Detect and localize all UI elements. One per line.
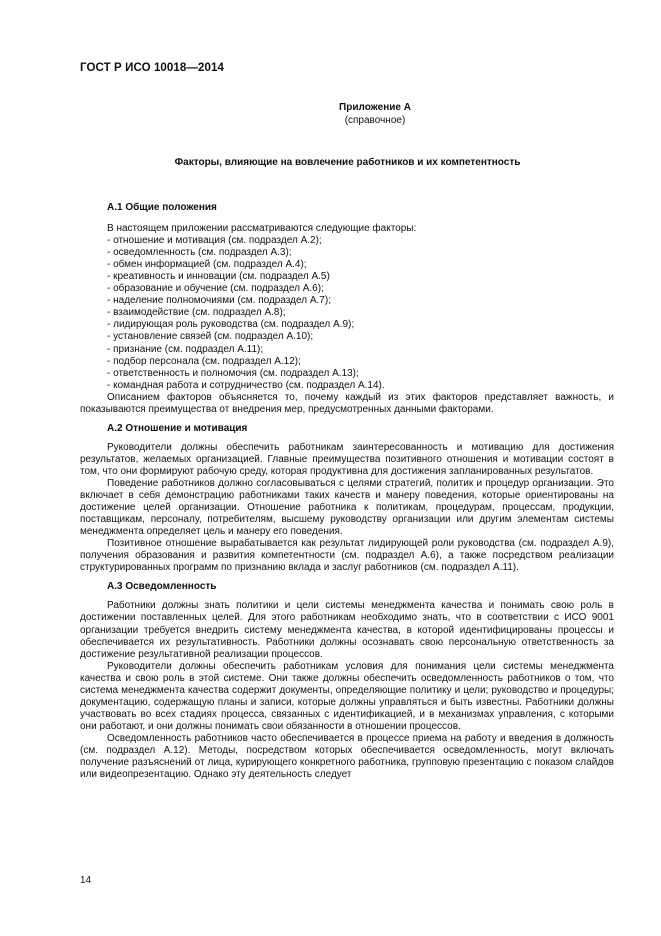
list-item: - обмен информацией (см. подраздел А.4); <box>107 259 307 271</box>
section-title-a1: А.1 Общие положения <box>107 202 217 213</box>
list-item: - подбор персонала (см. подраздел А.12); <box>107 355 301 367</box>
section-a2-paragraph: Руководители должны обеспечить работникам заинтересованность и мотивацию для достижения результатов, желаемых организацией. Главные преимущества позитивного отношения и мотивации состоят в том, что они формируют рабочую среду, которая продуктивна для достижения запланированных результатов. <box>80 441 614 477</box>
page-number: 14 <box>80 875 92 886</box>
list-item: - установление связей (см. подраздел А.10); <box>107 331 314 343</box>
annex-title: Приложение А <box>339 102 411 113</box>
list-item: - лидирующая роль руководства (см. подраздел А.9); <box>107 319 355 331</box>
annex-subtitle: (справочное) <box>344 115 406 126</box>
section-title-a3: А.3 Осведомленность <box>107 581 217 593</box>
document-header: ГОСТ Р ИСО 10018—2014 <box>80 62 225 74</box>
section-a1-closing: Описанием факторов объясняется то, почему каждый из этих факторов представляет важность, и показываются преимущества от внедрения мер, предусмотренных данными факторами. <box>80 391 614 415</box>
document-body <box>80 202 614 781</box>
list-item: - признание (см. подраздел А.11); <box>107 343 264 355</box>
list-item: - отношение и мотивация (см. подраздел А.2); <box>107 235 322 247</box>
section-title-a2: А.2 Отношение и мотивация <box>107 422 248 434</box>
list-item: - наделение полномочиями (см. подраздел А.7); <box>107 295 331 307</box>
section-a2-paragraph: Позитивное отношение вырабатывается как результат лидирующей роли руководства (см. подраздел А.9), получения образования и развития компетентности (см. подраздел А.6), а также посредством реализации структурированных программ по признанию вклада и заслуг работников (см. подраздел А.11). <box>80 538 614 574</box>
section-a3-paragraph: Осведомленность работников часто обеспечивается в процессе приема на работу и введения в должность (см. подраздел А.12). Методы, посредством которых обеспечивается осведомленность, могут включать получение разъяснений от лица, курирующего конкретного работника, групповую презентацию с показом слайдов или видеопрезентацию. Однако эту деятельность следует <box>80 732 614 781</box>
list-item: - командная работа и сотрудничество (см. подраздел А.14). <box>107 379 385 391</box>
list-item: - образование и обучение (см. подраздел А.6); <box>107 283 324 295</box>
section-a2-paragraph: Поведение работников должно согласовываться с целями стратегий, политик и процедур организации. Это включает в себя демонстрацию работниками таких качеств и манеру поведения, которые ориентированы на достижение целей организации. Отношение работника к политикам, процедурам, процессам, продукции, поставщикам, персоналу, потребителям, высшему руководству организации или другим элементам системы менеджмента определяет цель и манеру его поведения. <box>80 477 614 538</box>
main-title: Факторы, влияющие на вовлечение работников и их компетентность <box>174 157 521 168</box>
list-item: - ответственность и полномочия (см. подраздел А.13); <box>107 367 359 379</box>
list-item: - креативность и инновации (см. подраздел А.5) <box>107 271 330 283</box>
list-item: - взаимодействие (см. подраздел А.8); <box>107 307 286 319</box>
section-a3-paragraph: Работники должны знать политики и цели системы менеджмента качества и понимать свою роль в достижении поставленных целей. Для этого работникам необходимо знать, что в соответствии с ИСО 9001 организации требуется внедрить систему менеджмента качества, в которой идентифицированы процессы и обеспечивается их результативность. Работники должны осознавать свою персональную ответственность за достижение результативной реализации процессов. <box>80 600 614 660</box>
list-item: - осведомленность (см. подраздел А.3); <box>107 247 292 259</box>
section-a1-intro: В настоящем приложении рассматриваются следующие факторы: <box>107 223 417 235</box>
section-a3-paragraph: Руководители должны обеспечить работникам условия для понимания цели системы менеджмента качества и свою роль в этой системе. Они также должны обеспечить осведомленность работников о том, что система менеджмента качества содержит документы, определяющие политику и цели; руководство и процедуры; документацию, содержащую планы и записи, которые должны управляться и быть известны. Работники должны участвовать во всех стадиях процесса, связанных с идентификацией, и в механизмах управления, с которыми они работают, и они должны понимать свои обязанности в отношении процессов. <box>80 660 614 732</box>
